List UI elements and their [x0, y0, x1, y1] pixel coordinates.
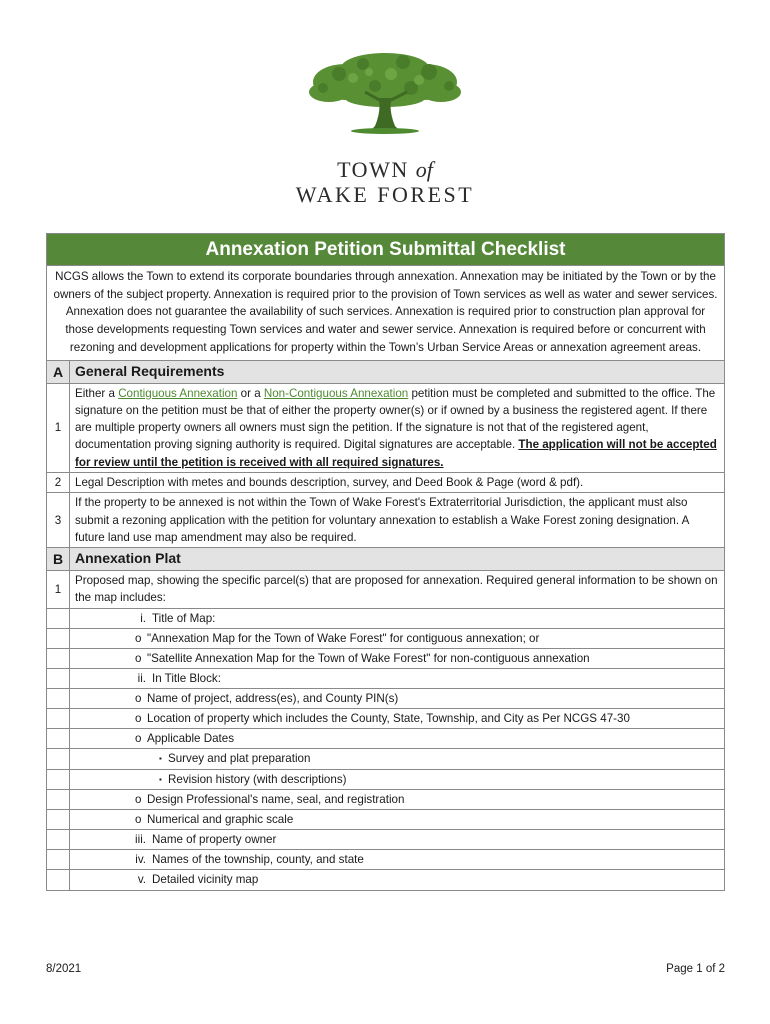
list-item-text: "Satellite Annexation Map for the Town of Wake Forest" for non-contiguous annexation — [147, 651, 590, 665]
contiguous-annexation-link[interactable]: Contiguous Annexation — [118, 386, 238, 400]
list-marker: o — [135, 792, 142, 806]
logo-town-text: TOWN of — [337, 157, 433, 182]
list-marker: o — [135, 712, 142, 726]
list-item-text: Names of the township, county, and state — [152, 852, 364, 866]
sublist-row — [47, 770, 724, 790]
list-marker: iv. — [135, 852, 146, 866]
list-item-text: Design Professional's name, seal, and registration — [147, 792, 405, 806]
sublist-row — [47, 689, 724, 709]
row-text: Legal Description with metes and bounds description, survey, and Deed Book & Page (word & pdf). — [75, 476, 584, 489]
section-title: Annexation Plat — [75, 550, 181, 567]
list-item-text: Name of project, address(es), and County PIN(s) — [147, 692, 399, 706]
requirement-warning: The application will not be accepted for review until the petition is received with all required signatures. — [75, 438, 717, 469]
section-letter: B — [47, 548, 70, 570]
non-contiguous-annexation-link[interactable]: Non-Contiguous Annexation — [263, 386, 409, 400]
list-marker: ii. — [137, 672, 146, 686]
list-item-text: Applicable Dates — [147, 732, 235, 746]
intro-paragraph: NCGS allows the Town to extend its corporate boundaries through annexation. Annexation may be initiated by the Town or by the owners of the subject property. Annexation is required prior to the provision of Town services as well as water and sewer services. Annexation does not guarantee the availability of such services. Annexation is required prior to construction plan approval for those developments requesting Town services and water and sewer service. Annexation is required before or concurrent with rezoning and development applications for property within the Town’s Urban Service Areas or annexation agreement areas. — [47, 266, 724, 361]
sublist-row — [47, 870, 724, 890]
sublist-row — [47, 709, 724, 729]
row-text: Either a Contiguous Annexation or a Non-Contiguous Annexation petition must be completed and submitted to the office. The signature on the petition must be that of either the property owner(s) or if owned by a business the registered agent. If there are multiple property owners all owners must sign the petition. If the signature is not that of the registered agent, documentation proving signing authority is required. Digital signatures are acceptable. The application will not be accepted for review until the petition is received with all required signatures. — [75, 386, 717, 469]
checklist-table — [46, 233, 725, 891]
list-item-text: In Title Block: — [152, 672, 221, 686]
section-a-header — [47, 361, 724, 384]
sublist-row — [47, 629, 724, 649]
list-item-text: Location of property which includes the County, State, Township, and City as Per NCGS 47-30 — [147, 712, 630, 726]
oak-tree-icon — [305, 52, 465, 136]
list-marker: o — [135, 732, 142, 746]
footer-date: 8/2021 — [46, 963, 82, 975]
list-item-text: "Annexation Map for the Town of Wake Forest" for contiguous annexation; or — [147, 631, 540, 645]
list-item-text: Name of property owner — [152, 832, 277, 846]
row-number: 2 — [47, 473, 70, 492]
list-item-text: Detailed vicinity map — [152, 873, 259, 886]
sublist-row — [47, 609, 724, 629]
row-number: 3 — [47, 493, 70, 547]
section-b-header — [47, 548, 724, 571]
list-item-text: Survey and plat preparation — [168, 752, 311, 766]
sublist-row — [47, 649, 724, 669]
town-logo — [0, 52, 770, 208]
sublist-row — [47, 729, 724, 749]
list-marker: ▪ — [159, 774, 162, 784]
sublist-row — [47, 830, 724, 850]
list-marker: o — [135, 631, 142, 645]
sublist-row — [47, 790, 724, 810]
checklist-title: Annexation Petition Submittal Checklist — [47, 234, 724, 266]
checklist-row — [47, 473, 724, 493]
logo-wake-forest-text: WAKE FOREST — [295, 182, 475, 207]
list-marker: o — [135, 812, 142, 826]
row-number: 1 — [47, 571, 70, 608]
checklist-row — [47, 384, 724, 473]
section-letter: A — [47, 361, 70, 383]
list-marker: iii. — [135, 832, 146, 846]
row-number: 1 — [47, 384, 70, 472]
list-marker: ▪ — [159, 754, 162, 764]
list-marker: i. — [140, 611, 146, 625]
sublist-row — [47, 810, 724, 830]
list-item-text: Title of Map: — [152, 611, 216, 625]
list-item-text: Revision history (with descriptions) — [168, 772, 347, 786]
checklist-row — [47, 571, 724, 609]
sublist-row — [47, 669, 724, 689]
list-marker: v. — [137, 873, 146, 886]
list-item-text: Numerical and graphic scale — [147, 812, 294, 826]
row-text: If the property to be annexed is not within the Town of Wake Forest's Extraterritorial Jurisdiction, the applicant must also submit a rezoning application with the petition for voluntary annexation to establish a Wake Forest zoning designation. A future land use map amendment may also be required. — [75, 496, 689, 544]
list-marker: o — [135, 651, 142, 665]
list-marker: o — [135, 692, 142, 706]
section-title: General Requirements — [75, 362, 225, 379]
footer-page-number: Page 1 of 2 — [666, 963, 725, 975]
sublist-row — [47, 749, 724, 769]
checklist-row — [47, 493, 724, 548]
sublist-row — [47, 850, 724, 870]
row-text: Proposed map, showing the specific parcel(s) that are proposed for annexation. Required general information to be shown on the map includes: — [75, 574, 718, 605]
